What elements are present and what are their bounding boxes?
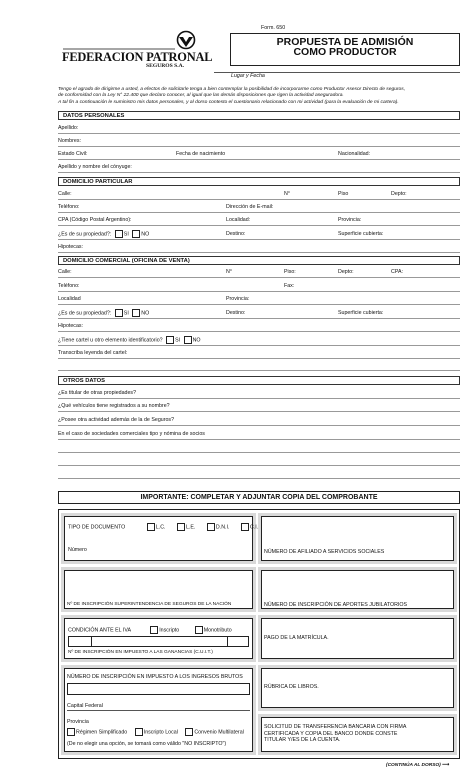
dp-destino-label: Destino: xyxy=(226,231,246,237)
form-number: Form. 650 xyxy=(261,25,286,31)
lc-label: L.C. xyxy=(155,524,166,531)
od-q4-field-1[interactable] xyxy=(58,439,460,440)
le-checkbox[interactable] xyxy=(177,523,185,531)
apellido-label: Apellido: xyxy=(58,125,79,131)
dc-cpa-label: CPA: xyxy=(391,269,403,275)
estado-civil-label: Estado Civil: xyxy=(58,151,88,157)
dc-propiedad-row xyxy=(58,309,149,317)
dp-superficie-label: Superficie cubierta: xyxy=(338,231,384,237)
dp-si-label: SI xyxy=(123,231,129,238)
section-domicilio-comercial: DOMICILIO COMERCIAL (OFICINA DE VENTA) xyxy=(58,256,460,265)
dc-localidad-field[interactable] xyxy=(58,304,460,305)
regimen-row xyxy=(67,728,244,736)
dp-depto-label: Depto: xyxy=(391,191,407,197)
dp-provincia-label: Provincia: xyxy=(338,217,362,223)
doc-type-row xyxy=(68,523,258,531)
monotributo-label: Monotributo xyxy=(203,627,232,634)
local-label: Inscripto Local xyxy=(143,729,178,736)
numero-label: Número xyxy=(68,547,87,553)
od-q4-field-3[interactable] xyxy=(58,465,460,466)
dc-calle-label: Calle: xyxy=(58,269,72,275)
capital-label: Capital Federal xyxy=(67,703,103,709)
dp-hipotecas-label: Hipotecas: xyxy=(58,244,84,250)
apellido-field[interactable] xyxy=(58,133,460,134)
dp-email-label: Dirección de E-mail: xyxy=(226,204,274,210)
dp-cpa-field[interactable] xyxy=(58,225,460,226)
continua-text: (CONTINÚA AL DORSO) xyxy=(386,763,441,768)
nombres-field[interactable] xyxy=(58,146,460,147)
multilateral-label: Convenio Multilateral xyxy=(194,729,244,736)
iibb-note: (De no elegir una opción, se tomará como válido "NO INSCRIPTO") xyxy=(67,741,227,747)
logo-subtitle: SEGUROS S.A. xyxy=(146,63,185,69)
dc-leyenda-label: Transcriba leyenda del cartel: xyxy=(58,350,128,356)
section-domicilio-particular: DOMICILIO PARTICULAR xyxy=(58,177,460,186)
dc-fax-label: Fax: xyxy=(284,283,295,289)
dc-propiedad-label: ¿Es de su propiedad?: xyxy=(58,310,112,317)
continua-label xyxy=(386,763,449,768)
ci-checkbox[interactable] xyxy=(241,523,249,531)
fecha-nacimiento-label: Fecha de nacimiento xyxy=(176,151,226,157)
dp-numero-label: N° xyxy=(284,191,290,197)
od-q4-field-4[interactable] xyxy=(58,478,460,479)
dp-no-checkbox[interactable] xyxy=(132,230,140,238)
dc-piso-label: Piso: xyxy=(284,269,296,275)
dni-label: D.N.I. xyxy=(215,524,230,531)
dc-localidad-label: Localidad xyxy=(58,296,81,302)
dp-calle-label: Calle: xyxy=(58,191,72,197)
importante-title: IMPORTANTE: COMPLETAR Y ADJUNTAR COPIA DEL COMPROBANTE xyxy=(140,494,378,501)
ssn-label: Nº DE INSCRIPCIÓN SUPERINTENDENCIA DE SEGUROS DE LA NACIÓN xyxy=(67,602,232,607)
cuit-separator-1 xyxy=(91,637,92,647)
iibb-number-box[interactable] xyxy=(67,683,250,695)
inscripto-label: Inscripto xyxy=(159,627,180,634)
od-q4-label: En el caso de sociedades comerciales tipo y nómina de socios xyxy=(58,431,205,437)
rubrica-label: RÚBRICA DE LIBROS. xyxy=(264,684,319,690)
dc-si-label: SI xyxy=(123,310,129,317)
dc-calle-field[interactable] xyxy=(58,277,460,278)
le-label: L.E. xyxy=(185,524,196,531)
dc-cartel-label: ¿Tiene cartel u otro elemento identificatorio? xyxy=(58,337,163,344)
dp-telefono-field[interactable] xyxy=(58,212,460,213)
simplificado-checkbox[interactable] xyxy=(67,728,75,736)
dp-piso-label: Piso xyxy=(338,191,349,197)
dp-propiedad-field[interactable] xyxy=(58,239,460,240)
dni-checkbox[interactable] xyxy=(207,523,215,531)
cuit-separator-2 xyxy=(227,637,228,647)
dp-hipotecas-field[interactable] xyxy=(58,252,460,253)
dc-superficie-label: Superficie cubierta: xyxy=(338,310,384,316)
od-q1-field[interactable] xyxy=(58,398,460,399)
dc-cartel-row xyxy=(58,336,201,344)
simplificado-label: Régimen Simplificado xyxy=(76,729,128,736)
lc-checkbox[interactable] xyxy=(147,523,155,531)
section-otros-datos: OTROS DATOS xyxy=(58,376,460,385)
dp-cpa-label: CPA (Código Postal Argentino): xyxy=(58,217,132,223)
intro-line-2: de conformidad con la Ley N° 22.400 que declaro conocer, al igual que las demás disposiciones que rigen la actividad aseguradora. xyxy=(58,93,344,99)
dc-no-checkbox[interactable] xyxy=(132,309,140,317)
arrow-right-icon: ⟶ xyxy=(442,763,449,768)
transferencia-line-1: SOLICITUD DE TRANSFERENCIA BANCARIA CON FIRMA xyxy=(264,724,407,730)
afiliado-label: NÚMERO DE AFILIADO A SERVICIOS SOCIALES xyxy=(264,549,385,555)
dc-leyenda-field[interactable] xyxy=(58,358,460,359)
dp-propiedad-label: ¿Es de su propiedad?: xyxy=(58,231,112,238)
dc-cartel-field[interactable] xyxy=(58,345,460,346)
local-checkbox[interactable] xyxy=(135,728,143,736)
title-line-1: PROPUESTA DE ADMISIÓN xyxy=(276,36,414,48)
iva-row xyxy=(68,626,232,634)
dc-provincia-label: Provincia: xyxy=(226,296,250,302)
place-date-label: Lugar y Fecha xyxy=(231,73,265,79)
provincia-label: Provincia xyxy=(67,719,89,725)
dp-si-checkbox[interactable] xyxy=(115,230,123,238)
nacionalidad-label: Nacionalidad: xyxy=(338,151,371,157)
monotributo-checkbox[interactable] xyxy=(195,626,203,634)
dc-destino-label: Destino: xyxy=(226,310,246,316)
dc-no-label: NO xyxy=(141,310,150,317)
dc-cartel-no-checkbox[interactable] xyxy=(184,336,192,344)
dc-leyenda-field-2[interactable] xyxy=(58,370,460,371)
logo-name: FEDERACION PATRONAL xyxy=(62,50,213,64)
dc-propiedad-field[interactable] xyxy=(58,318,460,319)
conyuge-label: Apellido y nombre del cónyuge: xyxy=(58,164,132,170)
page-title xyxy=(230,37,460,57)
dc-hipotecas-label: Hipotecas: xyxy=(58,323,84,329)
matricula-label: PAGO DE LA MATRÍCULA. xyxy=(264,635,329,641)
cuit-label: Nº DE INSCRIPCIÓN EN IMPUESTO A LAS GANANCIAS (C.U.I.T.) xyxy=(68,650,213,655)
dc-depto-label: Depto: xyxy=(338,269,354,275)
company-logo xyxy=(62,29,213,69)
doc-type-label: TIPO DE DOCUMENTO xyxy=(68,524,126,531)
inscripto-checkbox[interactable] xyxy=(150,626,158,634)
intro-line-3: A tal fin a continuación le suministro mis datos personales, y al dorso contesto el cuestionario relacionado con mi actividad (para la evaluación de mi cartera). xyxy=(58,99,399,105)
dp-propiedad-row xyxy=(58,230,149,238)
section-datos-personales: DATOS PERSONALES xyxy=(58,111,460,120)
cuit-digit-boxes[interactable] xyxy=(68,636,249,647)
od-q4-field-2[interactable] xyxy=(58,452,460,453)
dc-cartel-no-label: NO xyxy=(192,337,201,344)
dp-calle-field[interactable] xyxy=(58,199,460,200)
dp-telefono-label: Teléfono: xyxy=(58,204,80,210)
od-q1-label: ¿Es titular de otras propiedades? xyxy=(58,390,137,396)
nombres-label: Nombres: xyxy=(58,138,81,144)
capital-field[interactable] xyxy=(67,710,250,711)
od-q2-field[interactable] xyxy=(58,411,460,412)
dc-cartel-si-checkbox[interactable] xyxy=(166,336,174,344)
title-line-2: COMO PRODUCTOR xyxy=(293,46,397,58)
dc-cartel-si-label: SI xyxy=(175,337,181,344)
dp-no-label: NO xyxy=(141,231,150,238)
dc-telefono-field[interactable] xyxy=(58,291,460,292)
transferencia-line-3: TITULAR Y/ES DE LA CUENTA. xyxy=(264,737,341,743)
transferencia-label xyxy=(264,724,406,744)
multilateral-checkbox[interactable] xyxy=(185,728,193,736)
dp-localidad-label: Localidad: xyxy=(226,217,251,223)
transferencia-line-2: CERTIFICADA Y COPIA DEL BANCO DONDE CONSTE xyxy=(264,730,398,737)
dc-hipotecas-field[interactable] xyxy=(58,331,460,332)
dc-telefono-label: Teléfono: xyxy=(58,283,80,289)
dc-numero-label: N° xyxy=(226,269,232,275)
dc-si-checkbox[interactable] xyxy=(115,309,123,317)
od-q3-field[interactable] xyxy=(58,425,460,426)
intro-line-1: Tengo el agrado de dirigirme a usted, a efectos de solicitarle tenga a bien contemplar la posibilidad de incorporarme como Productor Asesor Directo de seguros, xyxy=(58,87,406,92)
od-q2-label: ¿Qué vehículos tiene registrados a su nombre? xyxy=(58,403,170,409)
conyuge-field[interactable] xyxy=(58,172,460,173)
aportes-label: NÚMERO DE INSCRIPCIÓN DE APORTES JUBILATORIOS xyxy=(264,602,408,608)
estado-civil-field[interactable] xyxy=(58,159,460,160)
iibb-label: NÚMERO DE INSCRIPCIÓN EN IMPUESTO A LOS INGRESOS BRUTOS xyxy=(67,674,243,680)
iva-label: CONDICIÓN ANTE EL IVA xyxy=(68,627,131,634)
ci-label: C.I. xyxy=(249,524,259,531)
od-q3-label: ¿Posee otra actividad además de la de Seguros? xyxy=(58,417,175,423)
intro-text xyxy=(58,87,468,106)
